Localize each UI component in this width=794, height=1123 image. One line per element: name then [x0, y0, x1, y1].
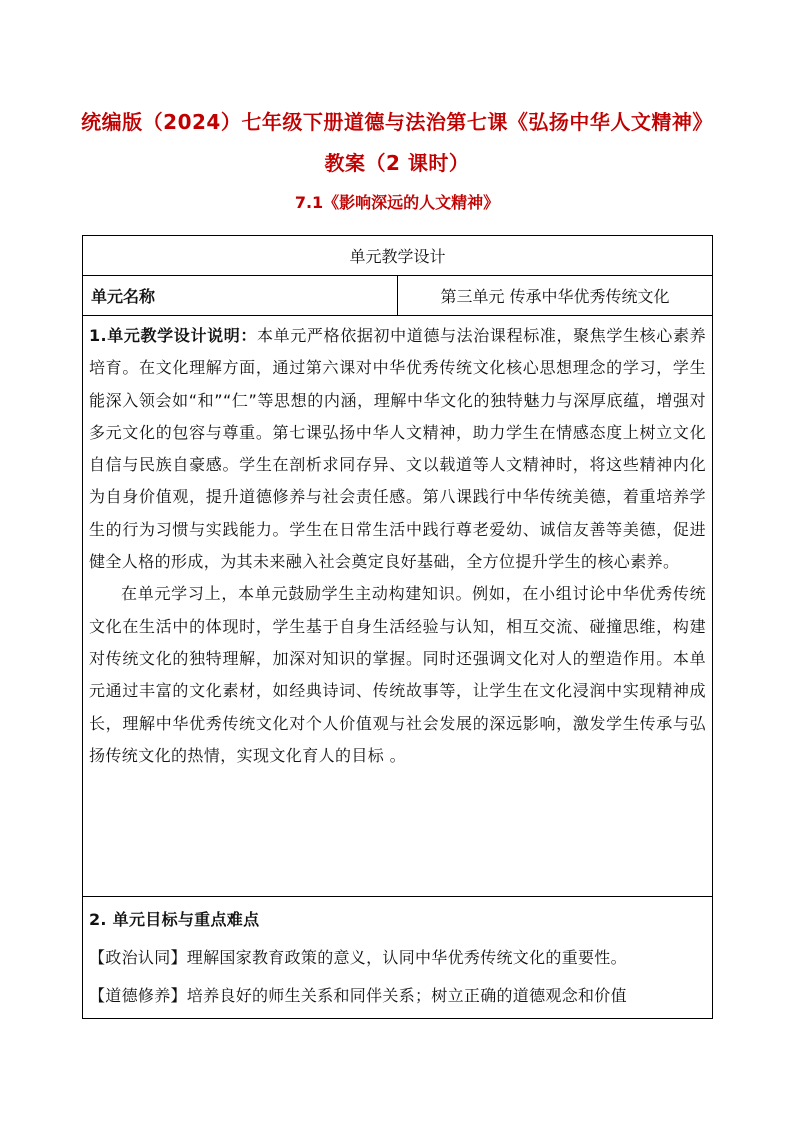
description-cell — [83, 316, 713, 897]
description-row — [83, 316, 713, 897]
goals-cell — [83, 897, 713, 1019]
goal-moral-cultivation: 【道德修养】培养良好的师生关系和同伴关系；树立正确的道德观念和价值 — [89, 986, 627, 1005]
lesson-subtitle: 7.1《影响深远的人文精神》 — [294, 193, 500, 212]
unit-design-table — [82, 235, 713, 1019]
goals-label: 2. 单元目标与重点难点 — [89, 910, 260, 929]
document-title-line-1: 统编版（2024）七年级下册道德与法治第七课《弘扬中华人文精神》 — [81, 110, 713, 134]
unit-name-value: 第三单元 传承中华优秀传统文化 — [398, 276, 713, 316]
description-paragraph-2: 在单元学习上，本单元鼓励学生主动构建知识。例如，在小组讨论中华优秀传统文化在生活中的体现时，学生基于自身生活经验与认知，相互交流、碰撞思维，构建对传统文化的独特理解，加深对知识的掌握。同时还强调文化对人的塑造作用。本单元通过丰富的文化素材，如经典诗词、传统故事等，让学生在文化浸润中实现精神成长，理解中华优秀传统文化对个人价值观与社会发展的深远影响，激发学生传承与弘扬传统文化的热情，实现文化育人的目标 。 — [89, 584, 706, 765]
description-text-1: 本单元严格依据初中道德与法治课程标准，聚焦学生核心素养培育。在文化理解方面，通过第六课对中华优秀传统文化核心思想理念的学习，学生能深入领会如“和”“仁”等思想的内涵，理解中华文化的独特魅力与深厚底蕴，增强对多元文化的包容与尊重。第七课弘扬中华人文精神，助力学生在情感态度上树立文化自信与民族自豪感。学生在剖析求同存异、文以载道等人文精神时，将这些精神内化为自身价值观，提升道德修养与社会责任感。第八课践行中华传统美德，着重培养学生的行为习惯与实践能力。学生在日常生活中践行尊老爱幼、诚信友善等美德，促进健全人格的形成，为其未来融入社会奠定良好基础，全方位提升学生的核心素养。 — [89, 326, 706, 572]
document-title-line-2: 教案（2 课时） — [324, 151, 470, 175]
goals-row — [83, 897, 713, 1019]
description-label: 1.单元教学设计说明： — [89, 326, 257, 345]
unit-name-label: 单元名称 — [83, 276, 398, 316]
table-header-cell: 单元教学设计 — [83, 236, 713, 276]
description-paragraph-1 — [89, 320, 706, 578]
goal-political-identity: 【政治认同】理解国家教育政策的意义，认同中华优秀传统文化的重要性。 — [89, 948, 627, 967]
table-header-row — [83, 236, 713, 276]
unit-name-row — [83, 276, 713, 316]
